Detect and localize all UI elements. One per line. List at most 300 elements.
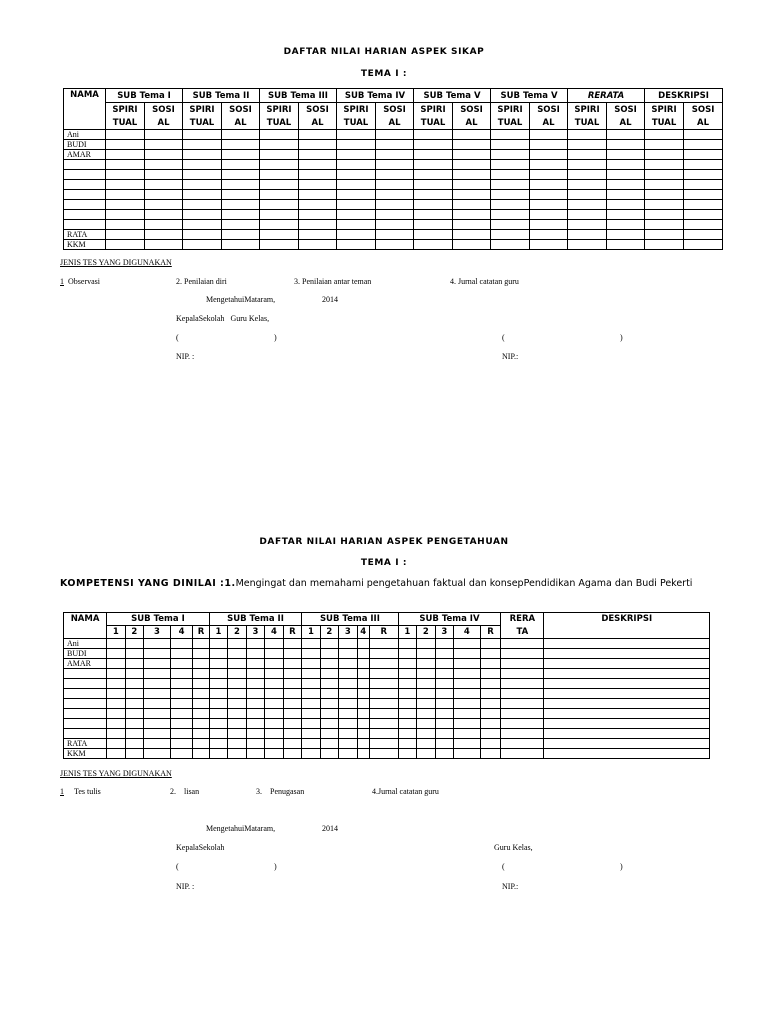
- pengetahuan-cell[interactable]: [193, 729, 209, 739]
- sikap-cell[interactable]: [337, 180, 376, 190]
- pengetahuan-cell[interactable]: [435, 729, 453, 739]
- sikap-cell[interactable]: [260, 240, 299, 250]
- sikap-cell[interactable]: [145, 210, 183, 220]
- pengetahuan-cell[interactable]: [170, 649, 193, 659]
- sikap-cell[interactable]: [145, 140, 183, 150]
- pengetahuan-cell[interactable]: [283, 749, 302, 759]
- pengetahuan-cell[interactable]: [209, 649, 227, 659]
- pengetahuan-cell[interactable]: [398, 739, 416, 749]
- pengetahuan-cell[interactable]: [228, 699, 246, 709]
- sikap-cell[interactable]: [530, 210, 568, 220]
- pengetahuan-cell[interactable]: [435, 699, 453, 709]
- pengetahuan-cell[interactable]: [544, 719, 710, 729]
- sikap-cell[interactable]: [299, 230, 337, 240]
- pengetahuan-cell[interactable]: [209, 699, 227, 709]
- pengetahuan-cell[interactable]: [170, 719, 193, 729]
- pengetahuan-cell[interactable]: [170, 739, 193, 749]
- sikap-cell[interactable]: [337, 150, 376, 160]
- sikap-cell[interactable]: [453, 140, 491, 150]
- sikap-cell[interactable]: [684, 130, 723, 140]
- sikap-cell[interactable]: [376, 180, 414, 190]
- sikap-cell[interactable]: [145, 190, 183, 200]
- pengetahuan-cell[interactable]: [320, 739, 338, 749]
- sikap-cell[interactable]: [222, 190, 260, 200]
- sikap-cell[interactable]: [376, 210, 414, 220]
- pengetahuan-cell[interactable]: [480, 689, 501, 699]
- pengetahuan-cell[interactable]: [454, 749, 481, 759]
- pengetahuan-cell[interactable]: [501, 649, 544, 659]
- pengetahuan-cell[interactable]: [265, 739, 283, 749]
- sikap-cell[interactable]: [145, 160, 183, 170]
- pengetahuan-cell[interactable]: [501, 749, 544, 759]
- sikap-cell[interactable]: [106, 240, 145, 250]
- sikap-cell[interactable]: [684, 190, 723, 200]
- sikap-cell[interactable]: [684, 220, 723, 230]
- sikap-cell[interactable]: [491, 130, 530, 140]
- pengetahuan-cell[interactable]: [501, 689, 544, 699]
- pengetahuan-cell[interactable]: [435, 719, 453, 729]
- sikap-cell[interactable]: [607, 200, 645, 210]
- pengetahuan-cell[interactable]: [480, 659, 501, 669]
- sikap-cell[interactable]: [530, 140, 568, 150]
- pengetahuan-cell[interactable]: [209, 679, 227, 689]
- pengetahuan-cell[interactable]: [302, 659, 320, 669]
- pengetahuan-cell[interactable]: [320, 729, 338, 739]
- pengetahuan-cell[interactable]: [302, 679, 320, 689]
- sikap-cell[interactable]: [607, 240, 645, 250]
- pengetahuan-cell[interactable]: [144, 669, 171, 679]
- pengetahuan-cell[interactable]: [193, 699, 209, 709]
- sikap-cell[interactable]: [645, 150, 684, 160]
- sikap-cell[interactable]: [145, 240, 183, 250]
- sikap-cell[interactable]: [106, 200, 145, 210]
- pengetahuan-cell[interactable]: [283, 709, 302, 719]
- sikap-cell[interactable]: [145, 230, 183, 240]
- sikap-cell[interactable]: [684, 180, 723, 190]
- sikap-cell[interactable]: [376, 160, 414, 170]
- sikap-cell[interactable]: [607, 180, 645, 190]
- pengetahuan-cell[interactable]: [209, 669, 227, 679]
- sikap-cell[interactable]: [299, 130, 337, 140]
- pengetahuan-cell[interactable]: [417, 719, 435, 729]
- sikap-cell[interactable]: [414, 190, 453, 200]
- sikap-cell[interactable]: [414, 180, 453, 190]
- pengetahuan-cell[interactable]: [417, 699, 435, 709]
- sikap-cell[interactable]: [183, 180, 222, 190]
- sikap-cell[interactable]: [414, 160, 453, 170]
- pengetahuan-cell[interactable]: [228, 639, 246, 649]
- pengetahuan-cell[interactable]: [357, 649, 369, 659]
- sikap-cell[interactable]: [299, 220, 337, 230]
- sikap-cell[interactable]: [684, 140, 723, 150]
- pengetahuan-cell[interactable]: [398, 689, 416, 699]
- sikap-cell[interactable]: [684, 240, 723, 250]
- sikap-cell[interactable]: [530, 160, 568, 170]
- pengetahuan-cell[interactable]: [246, 719, 264, 729]
- pengetahuan-cell[interactable]: [501, 679, 544, 689]
- pengetahuan-cell[interactable]: [501, 659, 544, 669]
- sikap-cell[interactable]: [684, 230, 723, 240]
- pengetahuan-cell[interactable]: [193, 639, 209, 649]
- pengetahuan-cell[interactable]: [454, 689, 481, 699]
- sikap-cell[interactable]: [183, 240, 222, 250]
- sikap-cell[interactable]: [337, 220, 376, 230]
- pengetahuan-cell[interactable]: [283, 719, 302, 729]
- sikap-cell[interactable]: [414, 200, 453, 210]
- sikap-cell[interactable]: [183, 170, 222, 180]
- pengetahuan-cell[interactable]: [435, 659, 453, 669]
- sikap-cell[interactable]: [337, 210, 376, 220]
- pengetahuan-cell[interactable]: [480, 719, 501, 729]
- sikap-cell[interactable]: [376, 140, 414, 150]
- pengetahuan-cell[interactable]: [398, 639, 416, 649]
- pengetahuan-cell[interactable]: [435, 709, 453, 719]
- pengetahuan-cell[interactable]: [369, 689, 398, 699]
- pengetahuan-cell[interactable]: [170, 699, 193, 709]
- sikap-cell[interactable]: [337, 190, 376, 200]
- pengetahuan-cell[interactable]: [357, 689, 369, 699]
- sikap-cell[interactable]: [530, 170, 568, 180]
- pengetahuan-cell[interactable]: [417, 639, 435, 649]
- pengetahuan-cell[interactable]: [209, 689, 227, 699]
- sikap-cell[interactable]: [376, 230, 414, 240]
- pengetahuan-cell[interactable]: [320, 669, 338, 679]
- sikap-cell[interactable]: [145, 180, 183, 190]
- pengetahuan-cell[interactable]: [170, 679, 193, 689]
- sikap-cell[interactable]: [106, 170, 145, 180]
- sikap-cell[interactable]: [530, 130, 568, 140]
- sikap-cell[interactable]: [530, 190, 568, 200]
- pengetahuan-cell[interactable]: [435, 739, 453, 749]
- sikap-cell[interactable]: [414, 130, 453, 140]
- pengetahuan-cell[interactable]: [193, 709, 209, 719]
- pengetahuan-cell[interactable]: [283, 669, 302, 679]
- sikap-cell[interactable]: [645, 180, 684, 190]
- pengetahuan-cell[interactable]: [454, 709, 481, 719]
- pengetahuan-cell[interactable]: [339, 699, 357, 709]
- pengetahuan-cell[interactable]: [246, 739, 264, 749]
- sikap-cell[interactable]: [684, 160, 723, 170]
- pengetahuan-cell[interactable]: [544, 729, 710, 739]
- pengetahuan-cell[interactable]: [417, 709, 435, 719]
- pengetahuan-cell[interactable]: [369, 669, 398, 679]
- pengetahuan-cell[interactable]: [320, 719, 338, 729]
- pengetahuan-cell[interactable]: [417, 689, 435, 699]
- sikap-cell[interactable]: [568, 130, 607, 140]
- pengetahuan-cell[interactable]: [544, 709, 710, 719]
- sikap-cell[interactable]: [491, 220, 530, 230]
- pengetahuan-cell[interactable]: [193, 649, 209, 659]
- sikap-cell[interactable]: [414, 210, 453, 220]
- pengetahuan-cell[interactable]: [283, 729, 302, 739]
- sikap-cell[interactable]: [260, 200, 299, 210]
- sikap-cell[interactable]: [607, 140, 645, 150]
- pengetahuan-cell[interactable]: [339, 729, 357, 739]
- pengetahuan-cell[interactable]: [228, 659, 246, 669]
- pengetahuan-cell[interactable]: [170, 729, 193, 739]
- sikap-cell[interactable]: [607, 190, 645, 200]
- pengetahuan-cell[interactable]: [357, 639, 369, 649]
- sikap-cell[interactable]: [299, 210, 337, 220]
- pengetahuan-cell[interactable]: [454, 719, 481, 729]
- pengetahuan-cell[interactable]: [369, 709, 398, 719]
- sikap-cell[interactable]: [106, 180, 145, 190]
- pengetahuan-cell[interactable]: [398, 679, 416, 689]
- sikap-cell[interactable]: [453, 160, 491, 170]
- pengetahuan-cell[interactable]: [144, 679, 171, 689]
- pengetahuan-cell[interactable]: [357, 729, 369, 739]
- pengetahuan-cell[interactable]: [369, 639, 398, 649]
- sikap-cell[interactable]: [568, 240, 607, 250]
- pengetahuan-cell[interactable]: [369, 699, 398, 709]
- pengetahuan-cell[interactable]: [480, 649, 501, 659]
- pengetahuan-cell[interactable]: [107, 679, 125, 689]
- sikap-cell[interactable]: [260, 170, 299, 180]
- pengetahuan-cell[interactable]: [339, 709, 357, 719]
- pengetahuan-cell[interactable]: [107, 639, 125, 649]
- sikap-cell[interactable]: [260, 190, 299, 200]
- pengetahuan-cell[interactable]: [246, 679, 264, 689]
- pengetahuan-cell[interactable]: [480, 639, 501, 649]
- pengetahuan-cell[interactable]: [246, 699, 264, 709]
- sikap-cell[interactable]: [453, 180, 491, 190]
- pengetahuan-cell[interactable]: [480, 749, 501, 759]
- pengetahuan-cell[interactable]: [454, 649, 481, 659]
- pengetahuan-cell[interactable]: [107, 719, 125, 729]
- pengetahuan-cell[interactable]: [144, 689, 171, 699]
- pengetahuan-cell[interactable]: [369, 659, 398, 669]
- pengetahuan-cell[interactable]: [144, 749, 171, 759]
- sikap-cell[interactable]: [684, 200, 723, 210]
- pengetahuan-cell[interactable]: [209, 709, 227, 719]
- sikap-cell[interactable]: [299, 240, 337, 250]
- sikap-cell[interactable]: [530, 220, 568, 230]
- pengetahuan-cell[interactable]: [369, 749, 398, 759]
- pengetahuan-cell[interactable]: [435, 669, 453, 679]
- pengetahuan-cell[interactable]: [480, 669, 501, 679]
- pengetahuan-cell[interactable]: [320, 749, 338, 759]
- pengetahuan-cell[interactable]: [125, 689, 143, 699]
- sikap-cell[interactable]: [607, 210, 645, 220]
- pengetahuan-cell[interactable]: [170, 669, 193, 679]
- pengetahuan-cell[interactable]: [417, 739, 435, 749]
- sikap-cell[interactable]: [453, 210, 491, 220]
- sikap-cell[interactable]: [645, 240, 684, 250]
- pengetahuan-cell[interactable]: [339, 639, 357, 649]
- pengetahuan-cell[interactable]: [480, 679, 501, 689]
- pengetahuan-cell[interactable]: [357, 709, 369, 719]
- pengetahuan-cell[interactable]: [369, 719, 398, 729]
- pengetahuan-cell[interactable]: [228, 739, 246, 749]
- pengetahuan-cell[interactable]: [339, 669, 357, 679]
- sikap-cell[interactable]: [222, 140, 260, 150]
- pengetahuan-cell[interactable]: [193, 689, 209, 699]
- pengetahuan-cell[interactable]: [265, 719, 283, 729]
- sikap-cell[interactable]: [183, 230, 222, 240]
- sikap-cell[interactable]: [453, 190, 491, 200]
- pengetahuan-cell[interactable]: [209, 729, 227, 739]
- pengetahuan-cell[interactable]: [544, 689, 710, 699]
- pengetahuan-cell[interactable]: [125, 649, 143, 659]
- sikap-cell[interactable]: [607, 160, 645, 170]
- sikap-cell[interactable]: [145, 220, 183, 230]
- pengetahuan-cell[interactable]: [417, 659, 435, 669]
- sikap-cell[interactable]: [491, 240, 530, 250]
- pengetahuan-cell[interactable]: [320, 649, 338, 659]
- sikap-cell[interactable]: [145, 130, 183, 140]
- sikap-cell[interactable]: [337, 130, 376, 140]
- sikap-cell[interactable]: [337, 230, 376, 240]
- sikap-cell[interactable]: [222, 130, 260, 140]
- pengetahuan-cell[interactable]: [435, 689, 453, 699]
- pengetahuan-cell[interactable]: [265, 729, 283, 739]
- pengetahuan-cell[interactable]: [435, 639, 453, 649]
- sikap-cell[interactable]: [568, 150, 607, 160]
- sikap-cell[interactable]: [183, 130, 222, 140]
- sikap-cell[interactable]: [491, 170, 530, 180]
- pengetahuan-cell[interactable]: [454, 679, 481, 689]
- sikap-cell[interactable]: [337, 240, 376, 250]
- pengetahuan-cell[interactable]: [544, 679, 710, 689]
- sikap-cell[interactable]: [145, 150, 183, 160]
- pengetahuan-cell[interactable]: [265, 689, 283, 699]
- pengetahuan-cell[interactable]: [228, 689, 246, 699]
- sikap-cell[interactable]: [260, 150, 299, 160]
- pengetahuan-cell[interactable]: [283, 699, 302, 709]
- sikap-cell[interactable]: [376, 220, 414, 230]
- pengetahuan-cell[interactable]: [480, 699, 501, 709]
- pengetahuan-cell[interactable]: [357, 739, 369, 749]
- pengetahuan-cell[interactable]: [125, 719, 143, 729]
- sikap-cell[interactable]: [414, 170, 453, 180]
- sikap-cell[interactable]: [491, 150, 530, 160]
- pengetahuan-cell[interactable]: [320, 659, 338, 669]
- pengetahuan-cell[interactable]: [283, 639, 302, 649]
- pengetahuan-cell[interactable]: [398, 649, 416, 659]
- pengetahuan-cell[interactable]: [144, 719, 171, 729]
- sikap-cell[interactable]: [568, 220, 607, 230]
- sikap-cell[interactable]: [607, 150, 645, 160]
- pengetahuan-cell[interactable]: [302, 699, 320, 709]
- sikap-cell[interactable]: [222, 160, 260, 170]
- pengetahuan-cell[interactable]: [107, 669, 125, 679]
- sikap-cell[interactable]: [491, 200, 530, 210]
- pengetahuan-cell[interactable]: [107, 699, 125, 709]
- sikap-cell[interactable]: [684, 150, 723, 160]
- pengetahuan-cell[interactable]: [246, 749, 264, 759]
- pengetahuan-cell[interactable]: [144, 729, 171, 739]
- pengetahuan-cell[interactable]: [246, 689, 264, 699]
- sikap-cell[interactable]: [183, 200, 222, 210]
- sikap-cell[interactable]: [453, 150, 491, 160]
- sikap-cell[interactable]: [260, 210, 299, 220]
- pengetahuan-cell[interactable]: [246, 709, 264, 719]
- sikap-cell[interactable]: [491, 190, 530, 200]
- pengetahuan-cell[interactable]: [107, 749, 125, 759]
- sikap-cell[interactable]: [568, 170, 607, 180]
- sikap-cell[interactable]: [530, 150, 568, 160]
- sikap-cell[interactable]: [222, 220, 260, 230]
- pengetahuan-cell[interactable]: [144, 709, 171, 719]
- pengetahuan-cell[interactable]: [320, 639, 338, 649]
- pengetahuan-cell[interactable]: [170, 689, 193, 699]
- pengetahuan-cell[interactable]: [398, 709, 416, 719]
- sikap-cell[interactable]: [568, 200, 607, 210]
- sikap-cell[interactable]: [145, 170, 183, 180]
- pengetahuan-cell[interactable]: [246, 729, 264, 739]
- sikap-cell[interactable]: [299, 200, 337, 210]
- pengetahuan-cell[interactable]: [107, 729, 125, 739]
- pengetahuan-cell[interactable]: [125, 699, 143, 709]
- sikap-cell[interactable]: [222, 240, 260, 250]
- sikap-cell[interactable]: [414, 230, 453, 240]
- sikap-cell[interactable]: [645, 220, 684, 230]
- pengetahuan-cell[interactable]: [339, 659, 357, 669]
- pengetahuan-cell[interactable]: [454, 659, 481, 669]
- sikap-cell[interactable]: [607, 170, 645, 180]
- sikap-cell[interactable]: [376, 190, 414, 200]
- sikap-cell[interactable]: [568, 180, 607, 190]
- pengetahuan-cell[interactable]: [369, 649, 398, 659]
- pengetahuan-cell[interactable]: [339, 719, 357, 729]
- sikap-cell[interactable]: [645, 210, 684, 220]
- sikap-cell[interactable]: [491, 230, 530, 240]
- pengetahuan-cell[interactable]: [398, 699, 416, 709]
- pengetahuan-cell[interactable]: [302, 669, 320, 679]
- pengetahuan-cell[interactable]: [144, 649, 171, 659]
- pengetahuan-cell[interactable]: [544, 699, 710, 709]
- pengetahuan-cell[interactable]: [501, 669, 544, 679]
- pengetahuan-cell[interactable]: [357, 749, 369, 759]
- pengetahuan-cell[interactable]: [302, 739, 320, 749]
- sikap-cell[interactable]: [645, 200, 684, 210]
- sikap-cell[interactable]: [491, 210, 530, 220]
- sikap-cell[interactable]: [183, 150, 222, 160]
- sikap-cell[interactable]: [453, 200, 491, 210]
- pengetahuan-cell[interactable]: [544, 739, 710, 749]
- sikap-cell[interactable]: [337, 160, 376, 170]
- pengetahuan-cell[interactable]: [107, 649, 125, 659]
- sikap-cell[interactable]: [106, 130, 145, 140]
- pengetahuan-cell[interactable]: [320, 679, 338, 689]
- sikap-cell[interactable]: [299, 170, 337, 180]
- pengetahuan-cell[interactable]: [170, 659, 193, 669]
- sikap-cell[interactable]: [568, 190, 607, 200]
- sikap-cell[interactable]: [607, 130, 645, 140]
- sikap-cell[interactable]: [491, 140, 530, 150]
- pengetahuan-cell[interactable]: [193, 679, 209, 689]
- sikap-cell[interactable]: [260, 140, 299, 150]
- pengetahuan-cell[interactable]: [454, 669, 481, 679]
- sikap-cell[interactable]: [299, 150, 337, 160]
- sikap-cell[interactable]: [106, 160, 145, 170]
- sikap-cell[interactable]: [106, 230, 145, 240]
- sikap-cell[interactable]: [376, 130, 414, 140]
- pengetahuan-cell[interactable]: [265, 709, 283, 719]
- sikap-cell[interactable]: [222, 230, 260, 240]
- pengetahuan-cell[interactable]: [544, 749, 710, 759]
- sikap-cell[interactable]: [376, 170, 414, 180]
- pengetahuan-cell[interactable]: [265, 649, 283, 659]
- sikap-cell[interactable]: [645, 160, 684, 170]
- pengetahuan-cell[interactable]: [302, 639, 320, 649]
- pengetahuan-cell[interactable]: [417, 679, 435, 689]
- pengetahuan-cell[interactable]: [265, 749, 283, 759]
- pengetahuan-cell[interactable]: [454, 739, 481, 749]
- pengetahuan-cell[interactable]: [228, 679, 246, 689]
- sikap-cell[interactable]: [453, 230, 491, 240]
- sikap-cell[interactable]: [607, 230, 645, 240]
